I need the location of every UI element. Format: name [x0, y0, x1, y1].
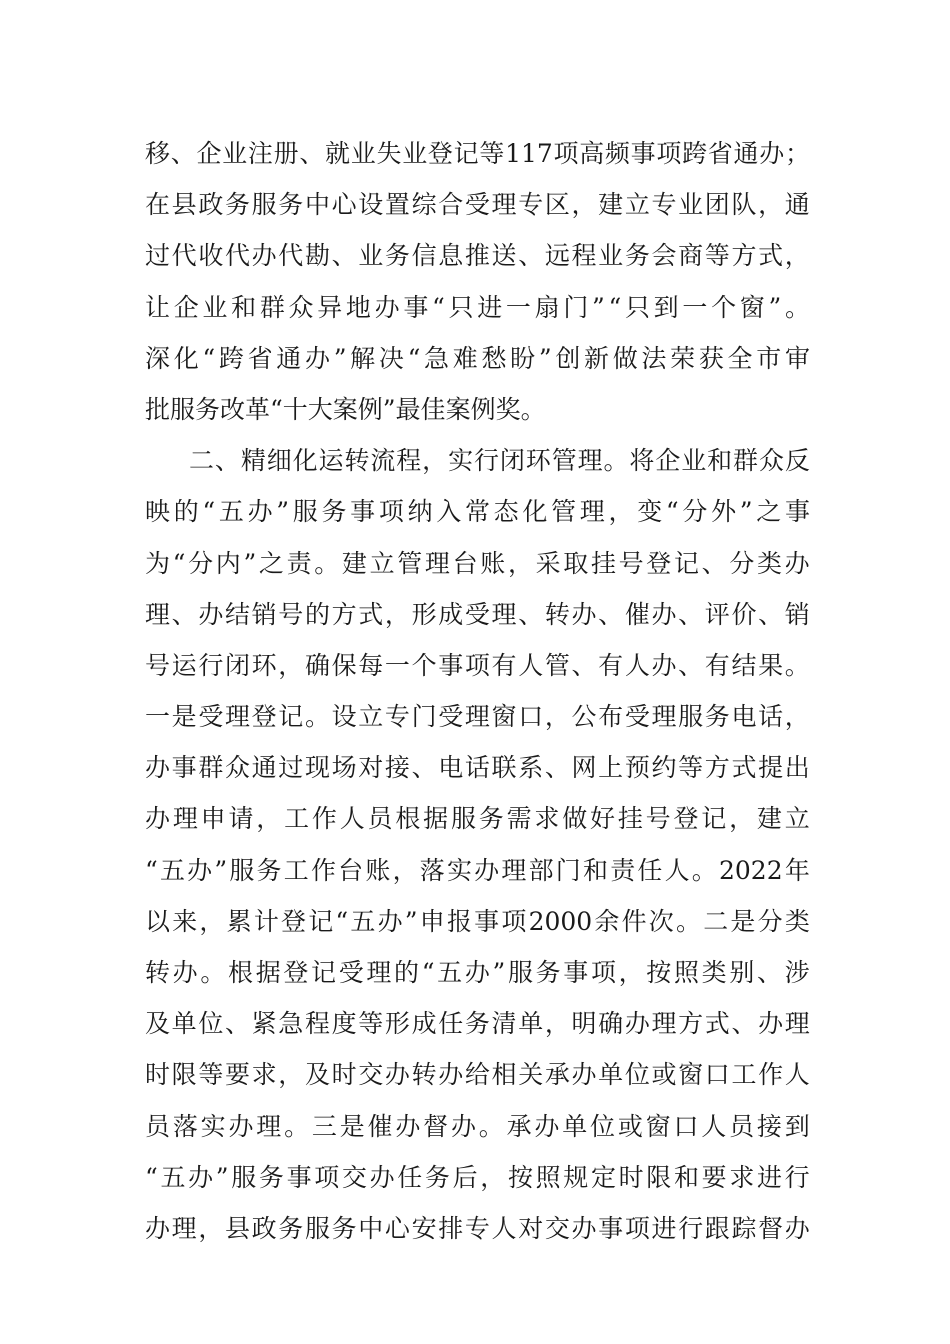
text-line: 理 、 办 结 销 号 的 方 式 ， 形 成 受 理 、 转 办 、 催 办 、 评 价 、 销: [145, 599, 810, 629]
text-line: “ 五 办 ” 服 务 工 作 台 账 ， 落 实 办 理 部 门 和 责 任 人 。 2022 年: [145, 855, 810, 885]
text-line: 过 代 收 代 办 代 勘 、 业 务 信 息 推 送 、 远 程 业 务 会 商 等 方 式 ，: [145, 241, 810, 271]
text-line: 办 事 群 众 通 过 现 场 对 接 、 电 话 联 系 、 网 上 预 约 等 方 式 提 出: [145, 753, 810, 783]
text-line: 深 化 “ 跨 省 通 办 ” 解 决 “ 急 难 愁 盼 ” 创 新 做 法 荣 获 全 市 审: [145, 343, 810, 373]
text-line: 时 限 等 要 求 ， 及 时 交 办 转 办 给 相 关 承 办 单 位 或 窗 口 工 作 人: [145, 1060, 810, 1090]
text-line: 在 县 政 务 服 务 中 心 设 置 综 合 受 理 专 区 ， 建 立 专 业 团 队 ， 通: [145, 190, 810, 220]
text-line: 移 、 企 业 注 册 、 就 业 失 业 登 记 等 117 项 高 频 事 项 跨 省 通 办 ；: [145, 139, 810, 168]
text-line: 以 来 ， 累 计 登 记 “ 五 办 ” 申 报 事 项 2000 余 件 次 。 二 是 分 类: [145, 906, 810, 936]
paragraph-heading-line: 二 、 精 细 化 运 转 流 程 ， 实 行 闭 环 管 理 。 将 企 业 和 群 众 反: [189, 446, 810, 476]
text-line: 员 落 实 办 理 。 三 是 催 办 督 办 。 承 办 单 位 或 窗 口 人 员 接 到: [145, 1111, 810, 1141]
text-line: 转 办 。 根 据 登 记 受 理 的 “ 五 办 ” 服 务 事 项 ， 按 照 类 别 、 涉: [145, 958, 810, 987]
text-line: 映 的 “ 五 办 ” 服 务 事 项 纳 入 常 态 化 管 理 ， 变 “ 分 外 ” 之 事: [145, 497, 810, 527]
text-line: 办 理 申 请 ， 工 作 人 员 根 据 服 务 需 求 做 好 挂 号 登 记 ， 建 立: [145, 804, 810, 834]
body-text: [145, 128, 810, 1254]
text-line: 及 单 位 、 紧 急 程 度 等 形 成 任 务 清 单 ， 明 确 办 理 方 式 、 办 理: [145, 1009, 810, 1039]
text-line: 号 运 行 闭 环 ， 确 保 每 一 个 事 项 有 人 管 、 有 人 办 、 有 结 果 。: [145, 650, 810, 680]
text-line: “ 五 办 ” 服 务 事 项 交 办 任 务 后 ， 按 照 规 定 时 限 和 要 求 进 行: [145, 1162, 810, 1192]
text-line: 为 “ 分 内 ” 之 责 。 建 立 管 理 台 账 ， 采 取 挂 号 登 记 、 分 类 办: [145, 548, 810, 578]
text-line: 批服务改革“十大案例”最佳案例奖。: [145, 394, 546, 424]
text-line: 让 企 业 和 群 众 异 地 办 事 “ 只 进 一 扇 门 ” “ 只 到 一 个 窗 ” 。: [145, 292, 810, 322]
text-line: 一 是 受 理 登 记 。 设 立 专 门 受 理 窗 口 ， 公 布 受 理 服 务 电 话 ，: [145, 702, 810, 732]
text-line: 办 理 ， 县 政 务 服 务 中 心 安 排 专 人 对 交 办 事 项 进 行 跟 踪 督 办: [145, 1213, 810, 1243]
